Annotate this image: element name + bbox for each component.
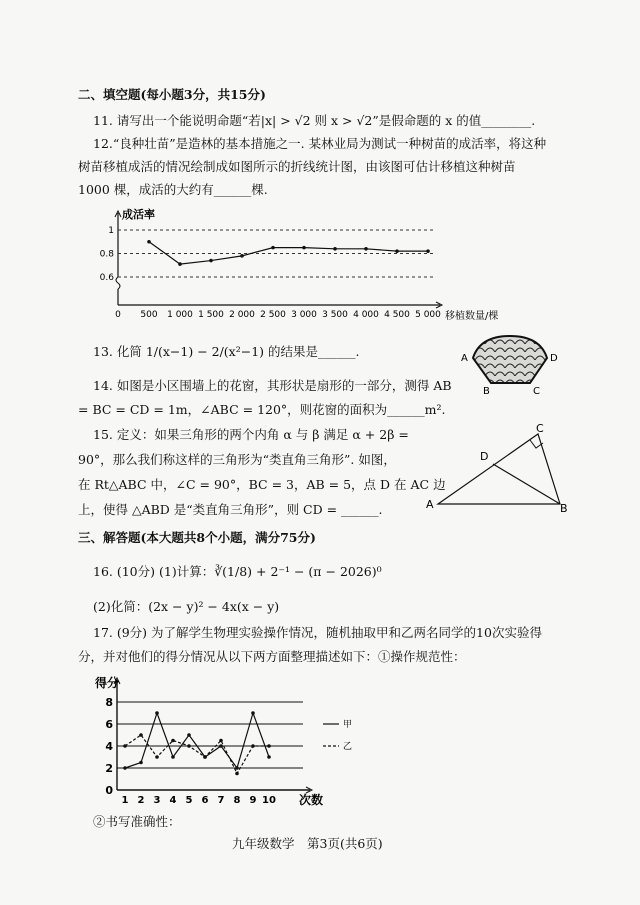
page-footer: 九年级数学 第3页(共6页)	[232, 836, 383, 851]
y-tick-label-2: 4	[105, 740, 113, 753]
x-tick-label-4: 2 000	[229, 310, 255, 320]
x-tick-label-9: 4 500	[384, 310, 410, 320]
axis-break	[116, 277, 120, 289]
x-tick-label-5: 6	[201, 795, 209, 806]
x-tick-label-3: 1 500	[198, 310, 224, 320]
x-tick-label-2: 1 000	[167, 310, 193, 320]
x-tick-label-7: 8	[233, 795, 241, 806]
series-1-point-9	[267, 744, 271, 748]
series-0-point-2	[155, 711, 159, 715]
y-tick-label-0: 0	[105, 784, 113, 797]
triangle-label-a: A	[426, 498, 434, 511]
y-tick-label-1: 0.8	[99, 249, 114, 260]
x-tick-label-0: 0	[115, 310, 121, 320]
series-1-point-1	[139, 733, 143, 737]
window-label-a: A	[461, 353, 468, 364]
x-tick-label-6: 7	[217, 795, 225, 806]
flower-window-figure	[455, 328, 565, 398]
y-tick-label-4: 8	[105, 696, 113, 709]
legend-label-1: 乙	[343, 742, 353, 752]
triangle-label-c: C	[536, 422, 544, 435]
question-15-line1: 15. 定义：如果三角形的两个内角 α 与 β 满足 α + 2β =	[93, 427, 409, 442]
question-15-line3: 在 Rt△ABC 中，∠C = 90°，BC = 3，AB = 5，点 D 在 AC 边	[78, 477, 446, 492]
question-14-line2: = BC = CD = 1m，∠ABC = 120°，则花窗的面积为______m².	[78, 402, 446, 417]
series-0-point-9	[267, 755, 271, 759]
question-14-line1: 14. 如图是小区围墙上的花窗，其形状是扇形的一部分，测得 AB	[93, 378, 452, 393]
question-17-line1: 17. (9分) 为了解学生物理实验操作情况，随机抽取甲和乙两名同学的10次实验得	[93, 625, 542, 640]
x-tick-label-9: 10	[262, 795, 276, 806]
series-0-point-4	[187, 733, 191, 737]
series-0-point-1	[139, 761, 143, 765]
series-1-point-6	[219, 739, 223, 743]
x-tick-label-8: 4 000	[353, 310, 379, 320]
question-17-line2: 分，并对他们的得分情况从以下两方面整理描述如下：①操作规范性：	[78, 649, 466, 664]
flower-window-shape	[473, 336, 547, 383]
data-point-4	[271, 246, 275, 250]
data-point-6	[333, 247, 337, 251]
window-label-c: C	[533, 386, 540, 397]
series-1-point-7	[235, 772, 239, 776]
y-tick-label-0: 0.6	[99, 273, 114, 283]
data-point-3	[240, 254, 244, 258]
question-11: 11. 请写出一个能说明命题“若|x| > √2 则 x > √2”是假命题的 x 的值________.	[93, 113, 536, 128]
x-axis-label: 次数	[299, 793, 324, 807]
series-line	[149, 242, 428, 264]
data-point-1	[178, 262, 182, 266]
x-tick-label-7: 3 500	[322, 310, 348, 320]
right-angle-mark	[530, 440, 543, 448]
score-chart	[95, 672, 395, 807]
section3-header: 三、解答题(本大题共8个小题，满分75分)	[78, 530, 316, 545]
x-tick-label-1: 2	[137, 795, 145, 806]
y-axis-label: 成活率	[122, 208, 155, 221]
question-13: 13. 化简 1/(x−1) − 2/(x²−1) 的结果是______.	[93, 344, 360, 359]
data-point-9	[426, 249, 430, 253]
segment-bd	[493, 464, 560, 504]
series-1-point-0	[123, 744, 127, 748]
question-16-part2: (2)化简：(2x − y)² − 4x(x − y)	[93, 599, 280, 614]
x-tick-label-4: 5	[185, 795, 193, 806]
window-label-b: B	[483, 386, 490, 397]
series-0-point-3	[171, 755, 175, 759]
x-tick-label-5: 2 500	[260, 310, 286, 320]
x-tick-label-3: 4	[169, 795, 177, 806]
series-0-point-8	[251, 711, 255, 715]
series-1-point-5	[203, 755, 207, 759]
question-12-line3: 1000 棵，成活的大约有______棵.	[78, 182, 268, 197]
x-tick-label-2: 3	[153, 795, 161, 806]
x-tick-label-0: 1	[121, 795, 129, 806]
series-0-point-7	[235, 766, 239, 770]
series-0-point-0	[123, 766, 127, 770]
question-15-line2: 90°，那么我们称这样的三角形为“类直角三角形”. 如图，	[78, 452, 396, 467]
y-axis-label: 得分	[95, 676, 120, 690]
triangle-figure	[420, 420, 570, 520]
legend-label-0: 甲	[343, 720, 353, 730]
x-tick-label-10: 5 000	[415, 310, 441, 320]
y-tick-label-2: 1	[108, 226, 114, 236]
series-0-point-6	[219, 744, 223, 748]
series-1-point-2	[155, 755, 159, 759]
series-1-point-3	[171, 739, 175, 743]
triangle-label-b: B	[560, 502, 568, 515]
x-tick-label-8: 9	[249, 795, 257, 806]
series-line-0	[125, 713, 269, 768]
question-12-line1: 12.“良种壮苗”是造林的基本措施之一. 某林业局为测试一种树苗的成活率，将这种	[93, 136, 547, 151]
y-tick-label-3: 6	[105, 718, 113, 731]
question-16-part1: 16. (10分) (1)计算：∛(1/8) + 2⁻¹ − (π − 2026)⁰	[93, 564, 382, 579]
data-point-7	[364, 247, 368, 251]
question-12-line2: 树苗移植成活的情况绘制成如图所示的折线统计图，由该图可估计移植这种树苗	[78, 159, 516, 174]
x-tick-label-6: 3 000	[291, 310, 317, 320]
series-1-point-4	[187, 744, 191, 748]
y-tick-label-1: 2	[105, 762, 113, 775]
data-point-2	[209, 259, 213, 263]
window-label-d: D	[550, 353, 558, 364]
data-point-5	[302, 246, 306, 250]
question-17-part2-label: ②书写准确性：	[93, 814, 181, 829]
question-15-line4: 上，使得 △ABD 是“类直角三角形”，则 CD = ______.	[78, 502, 383, 517]
survival-rate-chart	[90, 205, 530, 330]
data-point-8	[395, 249, 399, 253]
section2-header: 二、填空题(每小题3分，共15分)	[78, 87, 266, 102]
series-1-point-8	[251, 744, 255, 748]
triangle-label-d: D	[480, 450, 489, 463]
x-tick-label-1: 500	[140, 310, 158, 320]
x-axis-label: 移植数量/棵	[445, 311, 499, 322]
data-point-0	[147, 240, 151, 244]
